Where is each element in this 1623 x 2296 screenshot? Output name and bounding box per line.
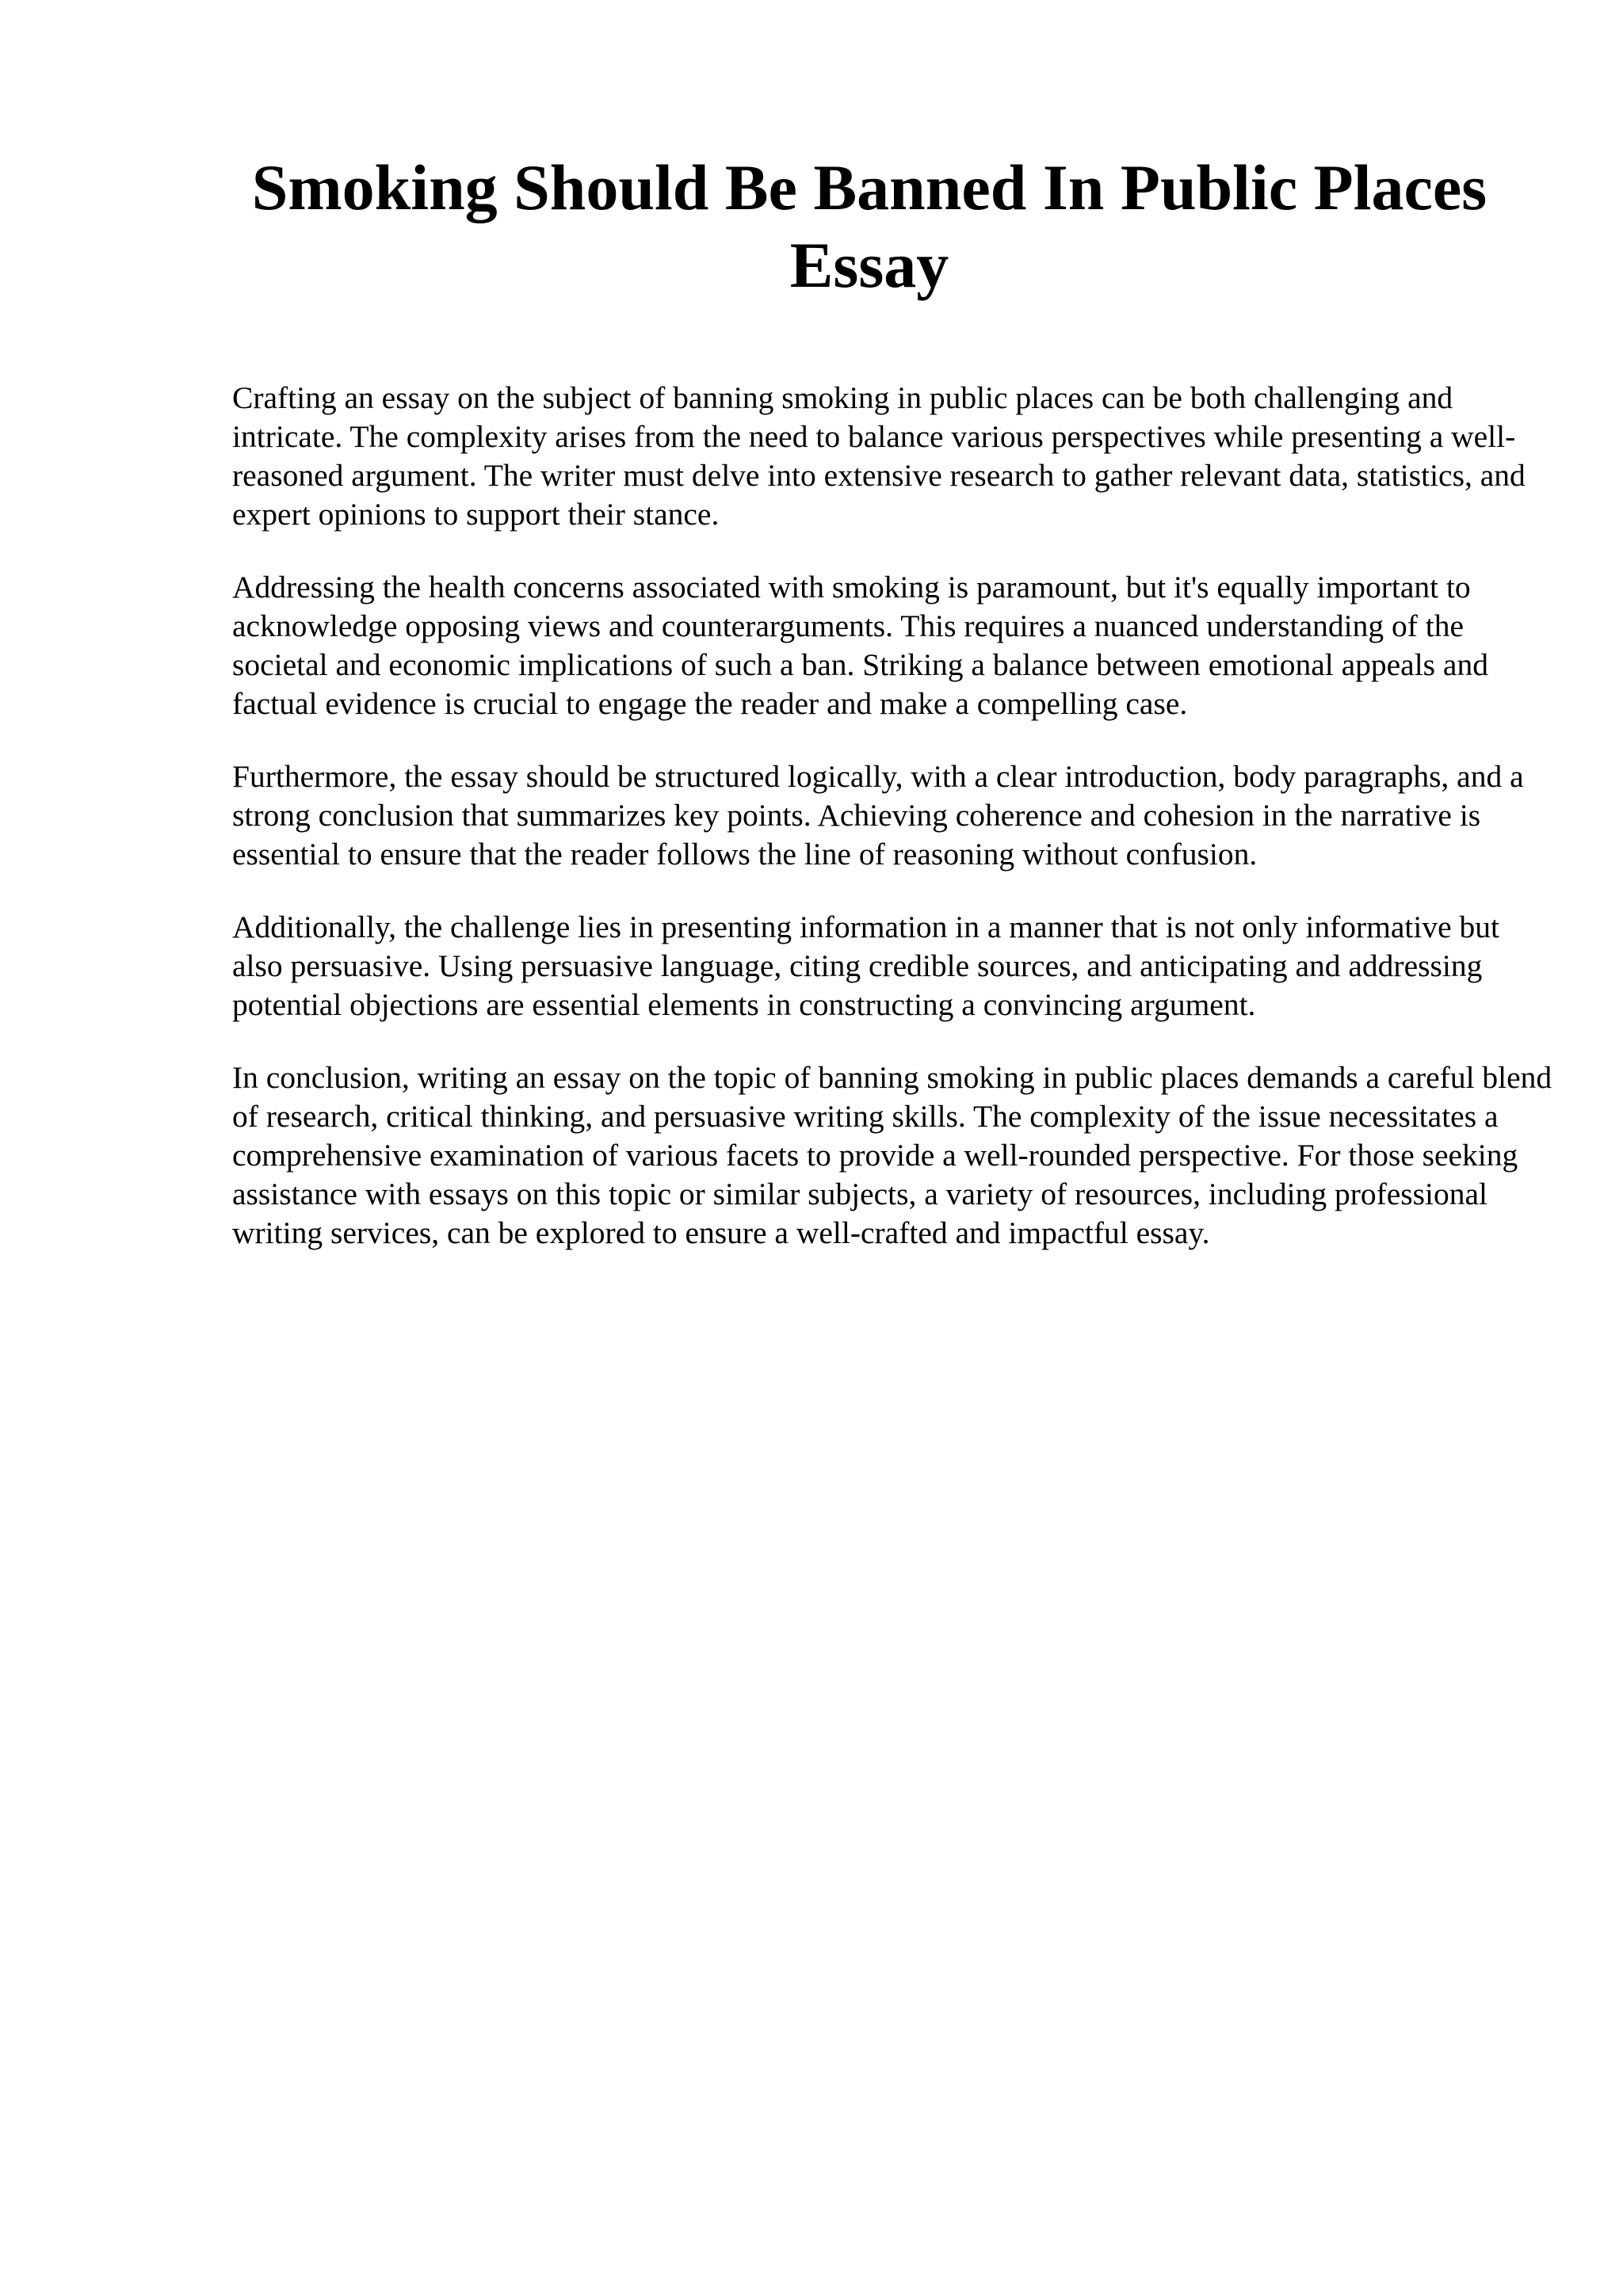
paragraph-3: Furthermore, the essay should be structured logically, with a clear introduction, body paragraphs, and a strong conclusion that summarizes key points. Achieving coherence and cohesion in the narrative is essential to ensure that the reader follows the line of reasoning without confusion. xyxy=(232,759,1524,871)
paragraph-1: Crafting an essay on the subject of banning smoking in public places can be both challenging and intricate. The complexity arises from the need to balance various perspectives while presenting a well-reasoned argument. The writer must delve into extensive research to gather relevant data, statistics, and expert opinions to support their stance. xyxy=(232,380,1526,532)
paragraph-4: Additionally, the challenge lies in presenting information in a manner that is not only informative but also persuasive. Using persuasive language, citing credible sources, and anticipating and addressing potential objections are essential elements in constructing a convincing argument. xyxy=(232,910,1500,1022)
document-body xyxy=(232,379,1556,1287)
paragraph-5: In conclusion, writing an essay on the topic of banning smoking in public places demands a careful blend of research, critical thinking, and persuasive writing skills. The complexity of the issue necessitates a comprehensive examination of various facets to provide a well-rounded perspective. For those seeking assistance with essays on this topic or similar subjects, a variety of resources, including professional writing services, can be explored to ensure a well-crafted and impactful essay. xyxy=(232,1060,1552,1250)
document-title: Smoking Should Be Banned In Public Places Essay xyxy=(251,151,1487,301)
paragraph-2: Addressing the health concerns associated with smoking is paramount, but it's equally important to acknowledge opposing views and counterarguments. This requires a nuanced understanding of the societal and economic implications of such a ban. Striking a balance between emotional appeals and factual evidence is crucial to engage the reader and make a compelling case. xyxy=(232,570,1488,721)
